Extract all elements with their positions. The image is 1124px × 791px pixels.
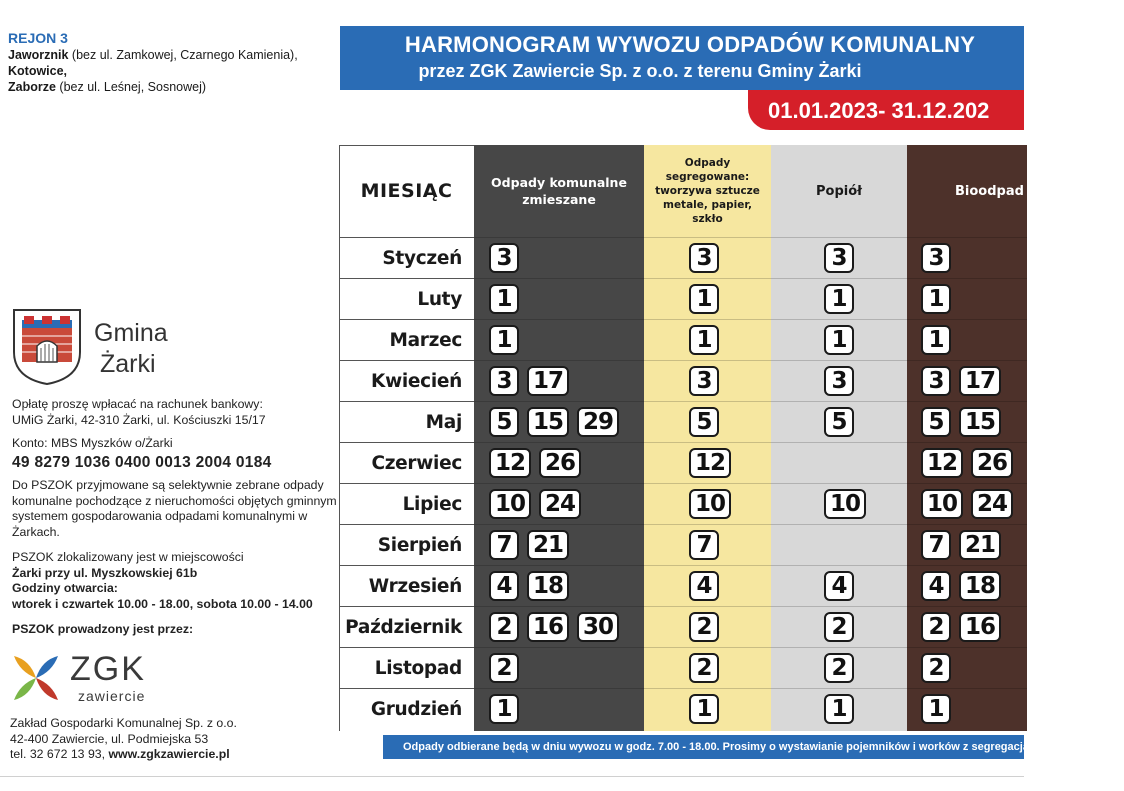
row-divider [474, 483, 644, 484]
seg-dates [689, 407, 719, 437]
pickup-day: 18 [527, 571, 569, 601]
bio-dates [921, 530, 1001, 560]
zgk-city: zawiercie [78, 688, 146, 704]
mixed-dates [489, 243, 519, 273]
pickup-day: 4 [489, 571, 519, 601]
row-divider [474, 237, 644, 238]
gmina-name-line: Gmina [94, 319, 168, 347]
zgk-phone: tel. 32 672 13 93, [10, 747, 109, 761]
gmina-logo [12, 308, 312, 388]
bio-dates [921, 325, 951, 355]
row-divider [907, 606, 1027, 607]
row-divider [907, 483, 1027, 484]
month-name: Luty [339, 278, 474, 319]
mixed-dates [489, 571, 569, 601]
bio-dates [921, 489, 1013, 519]
bio-dates [921, 284, 951, 314]
pickup-day: 24 [539, 489, 581, 519]
schedule-rows [339, 237, 1024, 729]
title-banner [340, 26, 1024, 90]
pickup-day: 7 [689, 530, 719, 560]
mixed-dates [489, 284, 519, 314]
zgk-company: Zakład Gospodarki Komunalnej Sp. z o.o. [10, 716, 237, 730]
row-divider [474, 360, 644, 361]
row-divider [644, 688, 771, 689]
pickup-day: 1 [689, 325, 719, 355]
row-divider [771, 442, 907, 443]
row-divider [771, 565, 907, 566]
account-number: 49 8279 1036 0400 0013 2004 0184 [12, 453, 272, 471]
pickup-day: 1 [489, 325, 519, 355]
month-name: Czerwiec [339, 442, 474, 483]
zgk-contact [10, 716, 330, 763]
hours-label: Godziny otwarcia: [12, 581, 118, 595]
pickup-day: 10 [824, 489, 866, 519]
row-divider [771, 524, 907, 525]
column-header-month: MIESIĄC [360, 180, 453, 202]
table-row [339, 606, 1024, 647]
pickup-day: 16 [959, 612, 1001, 642]
pickup-day: 4 [689, 571, 719, 601]
pickup-day: 21 [527, 530, 569, 560]
row-divider [474, 442, 644, 443]
bio-dates [921, 612, 1001, 642]
pszok-location [12, 566, 337, 582]
seg-dates [689, 612, 719, 642]
ash-dates [824, 366, 854, 396]
month-name: Sierpień [339, 524, 474, 565]
pickup-day: 12 [921, 448, 963, 478]
pickup-day: 1 [921, 694, 951, 724]
pszok-description: Do PSZOK przyjmowane są selektywnie zebrane odpady komunalne pochodzące z nieruchomości objętych gminnym systemem gospodarowania odpadami komunalnymi w Żarkach. [12, 478, 337, 539]
pickup-day: 2 [689, 653, 719, 683]
pickup-day: 3 [489, 243, 519, 273]
mixed-dates [489, 407, 619, 437]
pickup-day: 3 [689, 243, 719, 273]
ash-dates [824, 325, 854, 355]
pickup-day: 4 [824, 571, 854, 601]
table-row [339, 565, 1024, 606]
footer-note: Odpady odbierane będą w dniu wywozu w godz. 7.00 - 18.00. Prosimy o wystawianie pojemników i worków z segregacją przed godziną 5.0 [383, 735, 1024, 759]
pickup-day: 7 [921, 530, 951, 560]
pickup-day: 18 [959, 571, 1001, 601]
month-name: Styczeń [339, 237, 474, 278]
region-village: Kotowice, [8, 64, 68, 78]
zgk-address: 42-400 Zawiercie, ul. Podmiejska 53 [10, 731, 209, 746]
seg-dates [689, 448, 731, 478]
region-line [8, 63, 338, 79]
pickup-day: 1 [689, 284, 719, 314]
pickup-day: 3 [489, 366, 519, 396]
row-divider [644, 360, 771, 361]
row-divider [474, 401, 644, 402]
pickup-day: 2 [824, 653, 854, 683]
divider [0, 776, 1024, 777]
date-range-badge: 01.01.2023- 31.12.202 [748, 90, 1024, 130]
bank-name: Konto: MBS Myszków o/Żarki [12, 436, 173, 450]
table-row [339, 442, 1024, 483]
page-title: HARMONOGRAM WYWOZU ODPADÓW KOMUNALNY [404, 32, 976, 57]
mixed-dates [489, 694, 519, 724]
pickup-day: 3 [824, 243, 854, 273]
pszok-location-label: PSZOK zlokalizowany jest w miejscowości [12, 550, 244, 564]
row-divider [644, 483, 771, 484]
table-row [339, 688, 1024, 729]
month-name: Grudzień [339, 688, 474, 729]
column-header-segregated: Odpady segregowane: tworzywa sztucze metale, papier, szkło [655, 157, 760, 225]
pickup-day: 29 [577, 407, 619, 437]
row-divider [907, 565, 1027, 566]
seg-dates [689, 653, 719, 683]
zgk-phone-web [10, 747, 330, 763]
mixed-dates [489, 325, 519, 355]
bio-dates [921, 407, 1001, 437]
pickup-day: 1 [489, 694, 519, 724]
month-name: Lipiec [339, 483, 474, 524]
row-divider [474, 524, 644, 525]
seg-dates [689, 489, 731, 519]
pickup-day: 17 [527, 366, 569, 396]
zgk-name: ZGK [70, 650, 146, 688]
bio-dates [921, 653, 951, 683]
payment-intro: Opłatę proszę wpłacać na rachunek bankowy: [12, 397, 263, 411]
row-divider [907, 688, 1027, 689]
pickup-day: 17 [959, 366, 1001, 396]
row-divider [644, 237, 771, 238]
pickup-day: 1 [824, 325, 854, 355]
row-divider [771, 483, 907, 484]
row-divider [907, 442, 1027, 443]
row-divider [771, 278, 907, 279]
row-divider [474, 278, 644, 279]
pickup-day: 10 [921, 489, 963, 519]
seg-dates [689, 325, 719, 355]
table-row [339, 237, 1024, 278]
row-divider [644, 565, 771, 566]
row-divider [644, 524, 771, 525]
mixed-dates [489, 653, 519, 683]
pickup-day: 26 [971, 448, 1013, 478]
mixed-dates [489, 366, 569, 396]
gmina-name-line: Żarki [100, 350, 156, 378]
pickup-day: 12 [689, 448, 731, 478]
pickup-day: 30 [577, 612, 619, 642]
row-divider [474, 688, 644, 689]
seg-dates [689, 571, 719, 601]
pickup-day: 2 [489, 653, 519, 683]
payment-address: UMiG Żarki, 42-310 Żarki, ul. Kościuszki 15/17 [12, 412, 266, 427]
mixed-dates [489, 612, 619, 642]
bio-dates [921, 571, 1001, 601]
pszok-hours [12, 597, 337, 613]
bio-dates [921, 243, 951, 273]
pickup-day: 3 [824, 366, 854, 396]
row-divider [474, 565, 644, 566]
row-divider [907, 647, 1027, 648]
pickup-day: 5 [824, 407, 854, 437]
operator-label: PSZOK prowadzony jest przez: [12, 622, 194, 636]
bio-dates [921, 366, 1001, 396]
zgk-leaves-icon [10, 652, 62, 704]
pickup-day: 5 [921, 407, 951, 437]
row-divider [907, 401, 1027, 402]
pickup-day: 15 [959, 407, 1001, 437]
column-header-ash: Popiół [816, 183, 862, 199]
row-divider [644, 442, 771, 443]
pickup-day: 2 [921, 653, 951, 683]
schedule-table [339, 145, 1024, 731]
month-name: Marzec [339, 319, 474, 360]
row-divider [907, 237, 1027, 238]
region-info [8, 30, 338, 95]
pickup-day: 2 [824, 612, 854, 642]
pickup-day: 2 [689, 612, 719, 642]
row-divider [771, 647, 907, 648]
mixed-dates [489, 489, 581, 519]
region-line [8, 47, 338, 63]
page-subtitle: przez ZGK Zawiercie Sp. z o.o. z terenu Gminy Żarki [418, 61, 862, 81]
ash-dates [824, 489, 866, 519]
row-divider [907, 319, 1027, 320]
row-divider [771, 401, 907, 402]
seg-dates [689, 530, 719, 560]
pickup-day: 1 [921, 325, 951, 355]
bio-dates [921, 694, 951, 724]
region-village: Zaborze [8, 80, 56, 94]
month-name: Kwiecień [339, 360, 474, 401]
month-name: Październik [339, 606, 474, 647]
month-name: Maj [339, 401, 474, 442]
gmina-name [94, 318, 168, 380]
ash-dates [824, 571, 854, 601]
zgk-logo [10, 650, 210, 710]
pickup-day: 15 [527, 407, 569, 437]
ash-dates [824, 284, 854, 314]
row-divider [907, 524, 1027, 525]
pickup-day: 1 [689, 694, 719, 724]
pickup-day: 1 [921, 284, 951, 314]
pickup-day: 16 [527, 612, 569, 642]
zgk-website-link[interactable]: www.zgkzawiercie.pl [108, 747, 230, 761]
pickup-day: 1 [824, 694, 854, 724]
mixed-dates [489, 530, 569, 560]
region-exclusion: (bez ul. Leśnej, Sosnowej) [55, 80, 207, 94]
row-divider [474, 647, 644, 648]
seg-dates [689, 694, 719, 724]
row-divider [771, 360, 907, 361]
pickup-day: 12 [489, 448, 531, 478]
ash-dates [824, 243, 854, 273]
hours-value: wtorek i czwartek 10.00 - 18.00, sobota 10.00 - 14.00 [12, 596, 313, 611]
seg-dates [689, 243, 719, 273]
row-divider [771, 606, 907, 607]
table-row [339, 360, 1024, 401]
mixed-dates [489, 448, 581, 478]
pickup-day: 2 [489, 612, 519, 642]
pickup-day: 3 [921, 243, 951, 273]
pickup-day: 10 [489, 489, 531, 519]
pickup-day: 3 [921, 366, 951, 396]
pickup-day: 3 [689, 366, 719, 396]
ash-dates [824, 653, 854, 683]
pszok-operator [12, 622, 337, 638]
region-exclusion: (bez ul. Zamkowej, Czarnego Kamienia), [68, 48, 298, 62]
row-divider [644, 401, 771, 402]
row-divider [907, 360, 1027, 361]
ash-dates [824, 612, 854, 642]
payment-info [12, 397, 337, 638]
table-row [339, 483, 1024, 524]
table-row [339, 278, 1024, 319]
region-title: REJON 3 [8, 30, 68, 46]
pickup-day: 21 [959, 530, 1001, 560]
row-divider [474, 606, 644, 607]
region-line [8, 79, 338, 95]
pickup-day: 5 [689, 407, 719, 437]
row-divider [771, 319, 907, 320]
pickup-day: 26 [539, 448, 581, 478]
row-divider [644, 606, 771, 607]
pickup-day: 1 [489, 284, 519, 314]
region-village: Jaworznik [8, 48, 69, 62]
pszok-hours-label [12, 581, 337, 597]
row-divider [771, 688, 907, 689]
month-name: Listopad [339, 647, 474, 688]
row-divider [644, 319, 771, 320]
pickup-day: 7 [489, 530, 519, 560]
table-row [339, 319, 1024, 360]
row-divider [644, 647, 771, 648]
pszok-address: Żarki przy ul. Myszkowskiej 61b [12, 565, 198, 580]
bio-dates [921, 448, 1013, 478]
pickup-day: 10 [689, 489, 731, 519]
seg-dates [689, 366, 719, 396]
seg-dates [689, 284, 719, 314]
column-header-mixed: Odpady komunalne zmieszane [491, 175, 627, 207]
row-divider [771, 237, 907, 238]
ash-dates [824, 407, 854, 437]
pickup-day: 24 [971, 489, 1013, 519]
pickup-day: 4 [921, 571, 951, 601]
table-row [339, 647, 1024, 688]
table-row [339, 401, 1024, 442]
row-divider [644, 278, 771, 279]
coat-of-arms-icon [12, 308, 82, 386]
pickup-day: 2 [921, 612, 951, 642]
ash-dates [824, 694, 854, 724]
column-header-bio: Bioodpad [955, 183, 1024, 199]
table-row [339, 524, 1024, 565]
month-name: Wrzesień [339, 565, 474, 606]
pickup-day: 5 [489, 407, 519, 437]
row-divider [907, 278, 1027, 279]
row-divider [474, 319, 644, 320]
pickup-day: 1 [824, 284, 854, 314]
